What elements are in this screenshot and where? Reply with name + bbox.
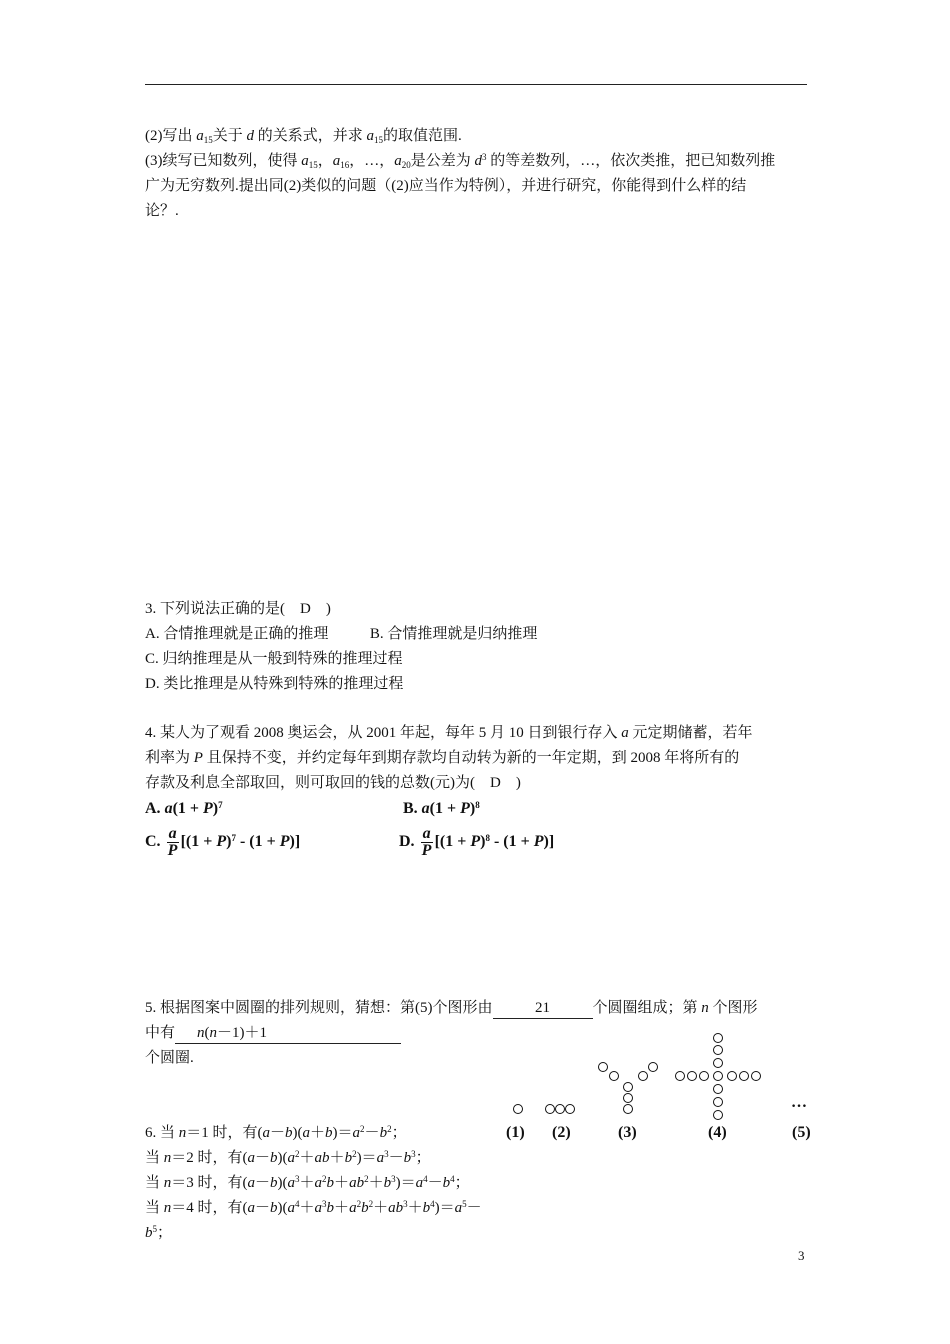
pattern-ellipsis: …	[791, 1094, 807, 1111]
circle	[713, 1110, 723, 1120]
circle-pattern-figure	[495, 1030, 825, 1150]
q4-option-b: B. $a(1 + P)^8$	[403, 800, 480, 817]
q5-answer-blank-1: 21	[493, 998, 593, 1019]
circle	[638, 1071, 648, 1081]
q4-line3: 存款及利息全部取回，则可取回的钱的总数(元)为( D )	[145, 775, 521, 791]
q2-part-2: (2)写出 $a_{15}$关于 d 的关系式，并求 $a_{15}$的取值范围.	[145, 128, 462, 145]
q4-option-c: C. $\frac{a}{P}$ $[(1 + P)^7 - (1 + P)]$	[145, 825, 301, 859]
q6-line4: 当 n＝4 时，有$(a-b)(a^4+a^3b+a^2b^2+ab^3+b^4)=a^5-b^5$；	[145, 1199, 482, 1241]
q5-line3: 个圆圈.	[145, 1050, 194, 1066]
q4-option-a: A. $a(1 + P)^7$	[145, 800, 223, 817]
circle	[623, 1093, 633, 1103]
q2-part-3-line2: 广为无穷数列.提出同(2)类似的问题（(2)应当作为特例），并进行研究，你能得到什么样的结	[145, 178, 747, 194]
circle	[713, 1045, 723, 1055]
circle	[751, 1071, 761, 1081]
q5-line1: 5. 根据图案中圆圈的排列规则，猜想：第(5)个图形由 21 个圆圈组成；第 n 个图形	[145, 996, 810, 1021]
circle	[623, 1082, 633, 1092]
q4-line2: 利率为 P 且保持不变，并约定每年到期存款均自动转为新的一年定期，到 2008 年将所有的	[145, 750, 740, 766]
q3-option-b: B. 合情推理就是归纳推理	[369, 626, 538, 642]
circle	[565, 1104, 575, 1114]
q3-stem: 3. 下列说法正确的是( D )	[145, 601, 331, 617]
q3-option-d: D. 类比推理是从特殊到特殊的推理过程	[145, 676, 404, 692]
q6-line3: 当 n＝3 时，有$(a-b)(a^3+a^2b+ab^2+b^3)=a^4-b^4$；	[145, 1174, 470, 1191]
question-3	[145, 597, 810, 697]
q6-line2: 当 n＝2 时，有$(a-b)(a^2+ab+b^2)=a^3-b^3$；	[145, 1149, 431, 1166]
figure-label-5: (5)	[792, 1124, 811, 1141]
q3-options-ab	[145, 622, 810, 647]
figure-label-1: (1)	[506, 1124, 525, 1141]
circle	[555, 1104, 565, 1114]
figure-label-2: (2)	[552, 1124, 571, 1141]
q3-option-c: C. 归纳推理是从一般到特殊的推理过程	[145, 651, 403, 667]
figure-label-4: (4)	[708, 1124, 727, 1141]
q2-part-3: (3)续写已知数列，使得 $a_{15}$，$a_{16}$，…，$a_{20}$是公差为 $d^3$ 的等差数列，…，依次类推，把已知数列推	[145, 152, 776, 170]
circle	[513, 1104, 523, 1114]
circle	[727, 1071, 737, 1081]
q2-part-3-line3: 论？.	[145, 203, 179, 219]
circle	[713, 1097, 723, 1107]
page-number: 3	[798, 1248, 805, 1263]
q3-option-a: A. 合情推理就是正确的推理	[145, 626, 329, 642]
circle	[675, 1071, 685, 1081]
header-rule	[145, 84, 807, 85]
circle	[699, 1071, 709, 1081]
circle	[609, 1071, 619, 1081]
circle	[623, 1104, 633, 1114]
q4-option-d: D. $\frac{a}{P}$ $[(1 + P)^8 - (1 + P)]$	[399, 825, 555, 859]
circle	[713, 1071, 723, 1081]
figure-label-3: (3)	[618, 1124, 637, 1141]
circle	[713, 1084, 723, 1094]
question-4	[145, 721, 810, 796]
circle	[739, 1071, 749, 1081]
circle	[648, 1062, 658, 1072]
circle	[687, 1071, 697, 1081]
q5-answer-blank-2: n(n－1)＋1	[175, 1023, 401, 1044]
question-6	[145, 1121, 495, 1246]
circle	[713, 1033, 723, 1043]
circle	[598, 1062, 608, 1072]
q5-line2: 中有 n(n－1)＋1	[145, 1021, 810, 1046]
question-2-continuation	[145, 124, 810, 224]
q6-line1: 6. 当 n＝1 时，有$(a-b)(a+b)=a^2-b^2$；	[145, 1124, 407, 1141]
circle	[713, 1058, 723, 1068]
q4-line1: 4. 某人为了观看 2008 奥运会，从 2001 年起，每年 5 月 10 日到银行存入 a 元定期储蓄，若年	[145, 725, 753, 741]
circle	[545, 1104, 555, 1114]
